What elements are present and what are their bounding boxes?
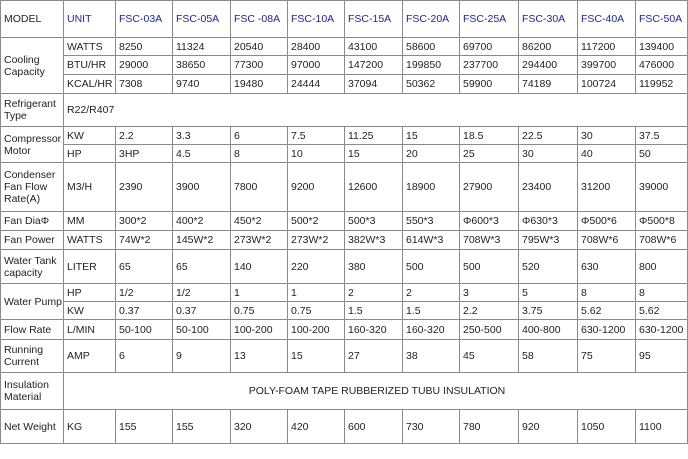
value-cell: 15 [345, 145, 403, 163]
unit-cell: KG [64, 410, 116, 444]
header-model: MODEL [1, 1, 64, 38]
value-cell: 69700 [460, 38, 519, 56]
value-cell: 9740 [173, 75, 231, 94]
value-cell: 3900 [173, 163, 231, 212]
value-cell: 2390 [116, 163, 173, 212]
header-model-name: FSC-03A [116, 1, 173, 38]
value-cell: 800 [636, 250, 688, 284]
value-cell: 3.75 [519, 302, 578, 320]
value-cell: 19480 [231, 75, 288, 94]
value-cell: 117200 [578, 38, 636, 56]
value-cell: 155 [116, 410, 173, 444]
table-row [1, 75, 688, 94]
table-row [1, 163, 688, 212]
value-cell: 65 [173, 250, 231, 284]
value-cell: 29000 [116, 56, 173, 75]
value-cell: 237700 [460, 56, 519, 75]
row-label-refrigerant-type: Refrigerant Type [1, 94, 64, 127]
value-cell: 11.25 [345, 127, 403, 145]
table-row [1, 212, 688, 231]
value-cell: 50 [636, 145, 688, 163]
value-cell: 50362 [403, 75, 460, 94]
value-cell: 50-100 [173, 320, 231, 340]
value-cell: 3.3 [173, 127, 231, 145]
table-row [1, 38, 688, 56]
table-row [1, 302, 688, 320]
unit-cell: BTU/HR [64, 56, 116, 75]
row-label-running-current: Running Current [1, 340, 64, 373]
value-cell: 75 [578, 340, 636, 373]
row-label-cooling-capacity: Cooling Capacity [1, 38, 64, 94]
header-model-name: FSC-20A [403, 1, 460, 38]
value-cell: 500*3 [345, 212, 403, 231]
unit-cell: MM [64, 212, 116, 231]
value-cell: 20 [403, 145, 460, 163]
value-cell: 500*2 [288, 212, 345, 231]
value-cell: 145W*2 [173, 231, 231, 250]
unit-cell: LITER [64, 250, 116, 284]
value-cell: 7800 [231, 163, 288, 212]
value-cell: 30 [578, 127, 636, 145]
value-cell: 795W*3 [519, 231, 578, 250]
value-cell: 273W*2 [231, 231, 288, 250]
value-cell: Φ500*6 [578, 212, 636, 231]
value-cell: 22.5 [519, 127, 578, 145]
value-cell: 1050 [578, 410, 636, 444]
value-cell: 37.5 [636, 127, 688, 145]
value-cell: 399700 [578, 56, 636, 75]
value-cell: 100-200 [288, 320, 345, 340]
value-cell: 6 [116, 340, 173, 373]
value-cell: 160-320 [345, 320, 403, 340]
table-row [1, 56, 688, 75]
value-cell: 250-500 [460, 320, 519, 340]
unit-cell: AMP [64, 340, 116, 373]
value-cell: 0.37 [116, 302, 173, 320]
unit-cell: WATTS [64, 231, 116, 250]
unit-cell: M3/H [64, 163, 116, 212]
value-cell: 2 [403, 284, 460, 302]
value-cell: 520 [519, 250, 578, 284]
value-cell: 25 [460, 145, 519, 163]
value-cell: 1/2 [116, 284, 173, 302]
row-label-fan-dia: Fan DiaΦ [1, 212, 64, 231]
header-model-name: FSC-10A [288, 1, 345, 38]
value-cell: 199850 [403, 56, 460, 75]
header-model-name: FSC-15A [345, 1, 403, 38]
value-cell: 614W*3 [403, 231, 460, 250]
unit-cell: HP [64, 145, 116, 163]
value-cell: 730 [403, 410, 460, 444]
value-cell: 320 [231, 410, 288, 444]
value-cell: 630-1200 [578, 320, 636, 340]
table-row [1, 284, 688, 302]
value-cell: 24444 [288, 75, 345, 94]
value-cell: 708W*3 [460, 231, 519, 250]
value-cell: 220 [288, 250, 345, 284]
value-cell: 39000 [636, 163, 688, 212]
header-model-name: FSC-05A [173, 1, 231, 38]
value-cell: 10 [288, 145, 345, 163]
value-cell: 45 [460, 340, 519, 373]
value-cell: 12600 [345, 163, 403, 212]
value-cell: 77300 [231, 56, 288, 75]
table-row [1, 231, 688, 250]
value-cell: 23400 [519, 163, 578, 212]
value-cell: 59900 [460, 75, 519, 94]
unit-cell: KW [64, 127, 116, 145]
value-cell: 400-800 [519, 320, 578, 340]
value-cell: 1/2 [173, 284, 231, 302]
table-row [1, 250, 688, 284]
refrigerant-value: R22/R407 [64, 94, 688, 127]
value-cell: 20540 [231, 38, 288, 56]
value-cell: 382W*3 [345, 231, 403, 250]
value-cell: 15 [288, 340, 345, 373]
value-cell: 11324 [173, 38, 231, 56]
header-model-name: FSC-40A [578, 1, 636, 38]
unit-cell: L/MIN [64, 320, 116, 340]
row-label-water-pump: Water Pump [1, 284, 64, 320]
value-cell: 86200 [519, 38, 578, 56]
value-cell: 95 [636, 340, 688, 373]
value-cell: 500 [460, 250, 519, 284]
value-cell: 30 [519, 145, 578, 163]
value-cell: 500 [403, 250, 460, 284]
table-row [1, 94, 688, 127]
value-cell: 1.5 [345, 302, 403, 320]
value-cell: 140 [231, 250, 288, 284]
value-cell: 3 [460, 284, 519, 302]
insulation-value: POLY-FOAM TAPE RUBBERIZED TUBU INSULATION [64, 373, 688, 410]
value-cell: 7.5 [288, 127, 345, 145]
value-cell: 8 [578, 284, 636, 302]
value-cell: 15 [403, 127, 460, 145]
value-cell: 2.2 [116, 127, 173, 145]
value-cell: 50-100 [116, 320, 173, 340]
header-model-name: FSC-50A [636, 1, 688, 38]
row-label-insulation-material: Insulation Material [1, 373, 64, 410]
value-cell: Φ600*3 [460, 212, 519, 231]
value-cell: 155 [173, 410, 231, 444]
value-cell: 780 [460, 410, 519, 444]
value-cell: Φ500*8 [636, 212, 688, 231]
value-cell: 5.62 [578, 302, 636, 320]
value-cell: 708W*6 [636, 231, 688, 250]
value-cell: 18900 [403, 163, 460, 212]
unit-cell: KCAL/HR [64, 75, 116, 94]
value-cell: 74189 [519, 75, 578, 94]
unit-cell: HP [64, 284, 116, 302]
value-cell: 600 [345, 410, 403, 444]
value-cell: 13 [231, 340, 288, 373]
value-cell: 1 [288, 284, 345, 302]
value-cell: 294400 [519, 56, 578, 75]
value-cell: 65 [116, 250, 173, 284]
row-label-compressor-motor: Compressor Motor [1, 127, 64, 163]
value-cell: 1100 [636, 410, 688, 444]
row-label-flow-rate: Flow Rate [1, 320, 64, 340]
table-row [1, 340, 688, 373]
value-cell: 58 [519, 340, 578, 373]
value-cell: 100724 [578, 75, 636, 94]
value-cell: 630-1200 [636, 320, 688, 340]
value-cell: 9 [173, 340, 231, 373]
value-cell: 38650 [173, 56, 231, 75]
value-cell: 18.5 [460, 127, 519, 145]
row-label-condenser-fan-flow-rate: Condenser Fan Flow Rate(A) [1, 163, 64, 212]
value-cell: 147200 [345, 56, 403, 75]
table-row [1, 320, 688, 340]
value-cell: 2.2 [460, 302, 519, 320]
value-cell: 100-200 [231, 320, 288, 340]
value-cell: 97000 [288, 56, 345, 75]
value-cell: 7308 [116, 75, 173, 94]
row-label-net-weight: Net Weight [1, 410, 64, 444]
header-model-name: FSC-25A [460, 1, 519, 38]
table-row [1, 373, 688, 410]
value-cell: 43100 [345, 38, 403, 56]
value-cell: 9200 [288, 163, 345, 212]
value-cell: 2 [345, 284, 403, 302]
value-cell: 380 [345, 250, 403, 284]
value-cell: 273W*2 [288, 231, 345, 250]
value-cell: Φ630*3 [519, 212, 578, 231]
row-label-fan-power: Fan Power [1, 231, 64, 250]
value-cell: 450*2 [231, 212, 288, 231]
value-cell: 5.62 [636, 302, 688, 320]
value-cell: 160-320 [403, 320, 460, 340]
header-row [1, 1, 688, 38]
value-cell: 550*3 [403, 212, 460, 231]
value-cell: 27 [345, 340, 403, 373]
value-cell: 400*2 [173, 212, 231, 231]
value-cell: 4.5 [173, 145, 231, 163]
value-cell: 476000 [636, 56, 688, 75]
value-cell: 0.75 [231, 302, 288, 320]
unit-cell: KW [64, 302, 116, 320]
value-cell: 8 [231, 145, 288, 163]
value-cell: 119952 [636, 75, 688, 94]
value-cell: 5 [519, 284, 578, 302]
value-cell: 0.37 [173, 302, 231, 320]
value-cell: 8 [636, 284, 688, 302]
value-cell: 40 [578, 145, 636, 163]
value-cell: 3HP [116, 145, 173, 163]
value-cell: 630 [578, 250, 636, 284]
value-cell: 6 [231, 127, 288, 145]
unit-cell: WATTS [64, 38, 116, 56]
value-cell: 28400 [288, 38, 345, 56]
header-unit: UNIT [64, 1, 116, 38]
value-cell: 300*2 [116, 212, 173, 231]
value-cell: 27900 [460, 163, 519, 212]
value-cell: 8250 [116, 38, 173, 56]
value-cell: 139400 [636, 38, 688, 56]
value-cell: 74W*2 [116, 231, 173, 250]
value-cell: 38 [403, 340, 460, 373]
value-cell: 1 [231, 284, 288, 302]
value-cell: 0.75 [288, 302, 345, 320]
value-cell: 708W*6 [578, 231, 636, 250]
header-model-name: FSC -08A [231, 1, 288, 38]
header-model-name: FSC-30A [519, 1, 578, 38]
value-cell: 920 [519, 410, 578, 444]
table-row [1, 145, 688, 163]
value-cell: 31200 [578, 163, 636, 212]
table-row [1, 127, 688, 145]
table-row [1, 410, 688, 444]
value-cell: 1.5 [403, 302, 460, 320]
row-label-water-tank-capacity: Water Tank capacity [1, 250, 64, 284]
value-cell: 37094 [345, 75, 403, 94]
value-cell: 420 [288, 410, 345, 444]
value-cell: 58600 [403, 38, 460, 56]
